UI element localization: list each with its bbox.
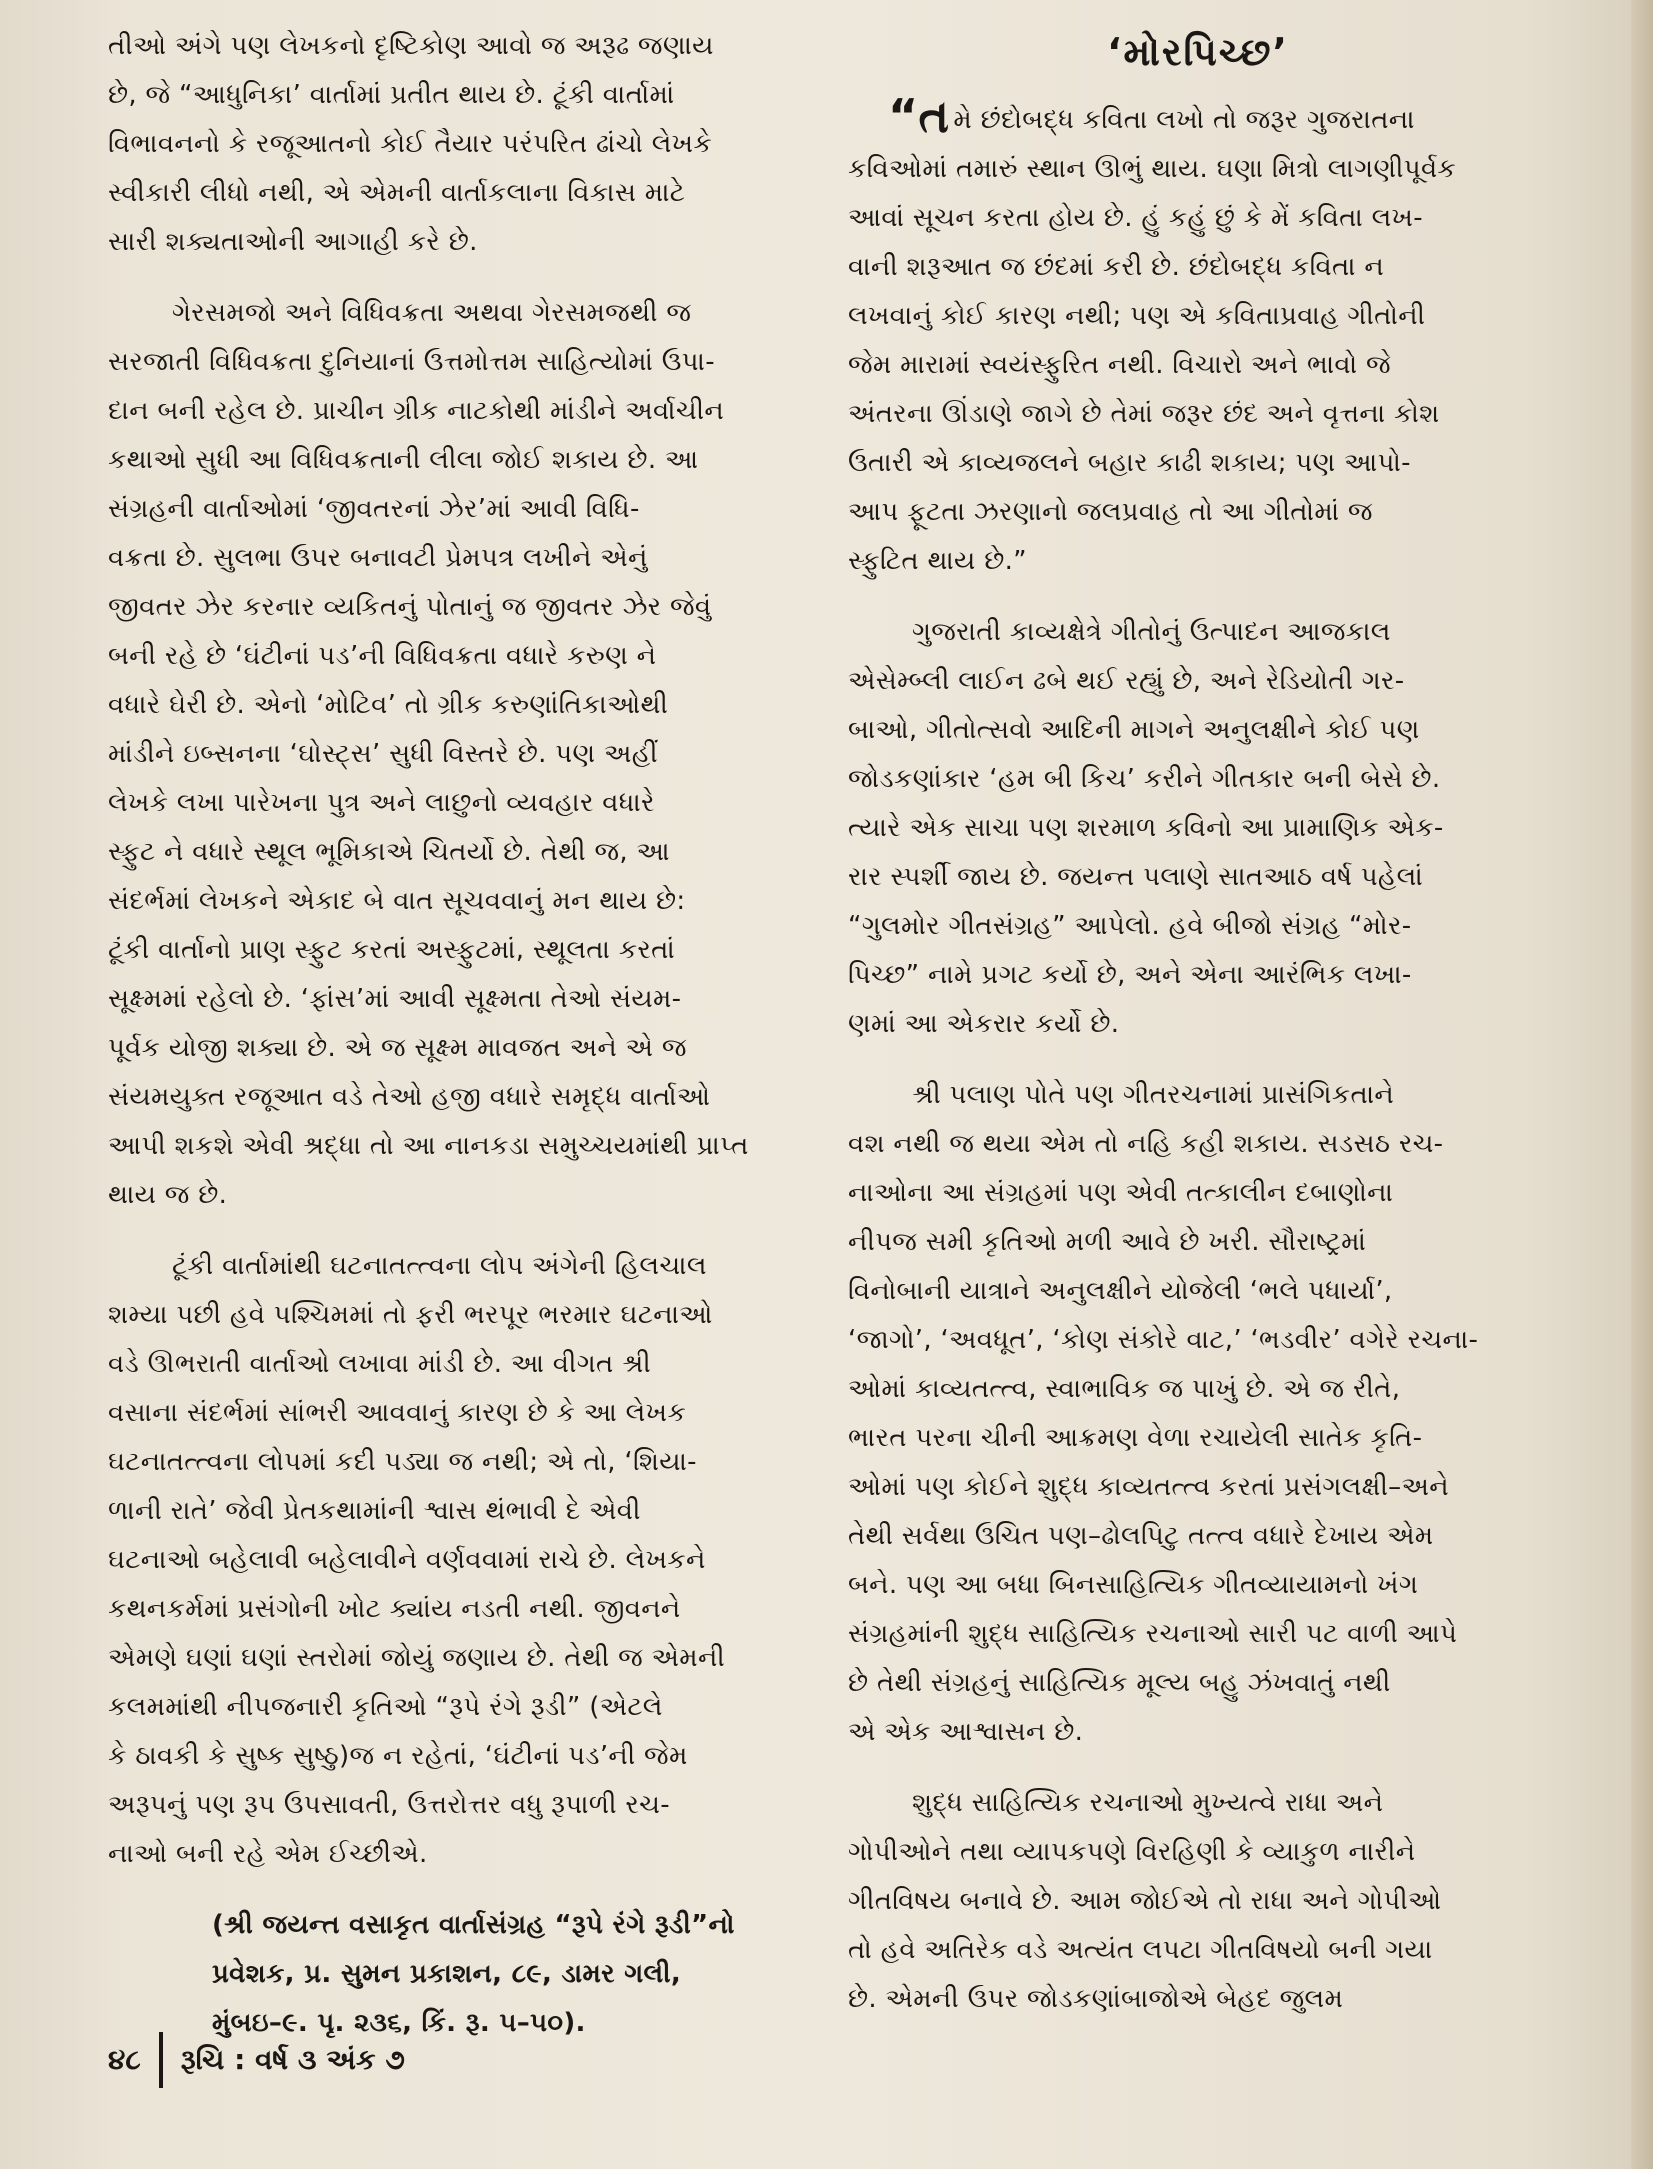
paragraph: [108, 289, 806, 1220]
text-line: ત્યારે એક સાચા પણ શરમાળ કવિનો આ પ્રામાણિક એક-: [848, 813, 1444, 843]
text-line: નાઓ બની રહે એમ ઈચ્છીએ.: [108, 1839, 428, 1869]
paragraph-gap: [108, 1879, 806, 1901]
journal-issue: રૂચિ : વર્ષ ૩ અંક ૭: [180, 2043, 405, 2076]
text-line: જોડકણાંકાર ‘હમ બી કિચ’ કરીને ગીતકાર બની બેસે છે.: [848, 764, 1441, 794]
text-line: કથનકર્મમાં પ્રસંગોની ખોટ ક્યાંય નડતી નથી. જીવનને: [108, 1594, 681, 1624]
text-line: ગોપીઓને તથા વ્યાપકપણે વિરહિણી કે વ્યાકુળ નારીને: [848, 1837, 1416, 1867]
text-line: જીવતર ઝેર કરનાર વ્યકિતનું પોતાનું જ જીવતર ઝેર જેવું: [108, 592, 712, 622]
text-line: તો હવે અતિરેક વડે અત્યંત લપટા ગીતવિષયો બની ગયા: [848, 1935, 1433, 1965]
paragraph-gap: [108, 267, 806, 289]
text-line: સંદર્ભમાં લેખકને એકાદ બે વાત સૂચવવાનું મન થાય છે:: [108, 886, 686, 916]
text-line: વડે ઊભરાતી વાર્તાઓ લખાવા માંડી છે. આ વીગત શ્રી: [108, 1349, 652, 1379]
text-line: આપ ફૂટતા ઝરણાનો જલપ્રવાહ તો આ ગીતોમાં જ: [848, 497, 1373, 527]
text-line: એસેમ્બ્લી લાઈન ઢબે થઈ રહ્યું છે, અને રેડિયોતી ગર-: [848, 666, 1405, 696]
text-line: વધારે ઘેરી છે. એનો ‘મોટિવ’ તો ગ્રીક કરુણાંતિકાઓથી: [108, 690, 669, 720]
text-line: પ્રવેશક, પ્ર. સુમન પ્રકાશન, ૮૯, ડામર ગલી,: [212, 1959, 682, 1989]
text-line: કવિઓમાં તમારું સ્થાન ઊભું થાય. ઘણા મિત્રો લાગણીપૂર્વક: [848, 154, 1457, 184]
text-line: ગેરસમજો અને વિધિવક્રતા અથવા ગેરસમજથી જ: [172, 298, 692, 328]
text-line: શુદ્ધ સાહિત્યિક રચનાઓ મુખ્યત્વે રાધા અને: [912, 1788, 1384, 1818]
drop-cap: “ત: [888, 96, 950, 143]
text-line: ટૂંકી વાર્તામાંથી ઘટનાતત્ત્વના લોપ અંગેની હિલચાલ: [172, 1251, 707, 1281]
text-line: સ્વીકારી લીધો નથી, એ એમની વાર્તાકલાના વિકાસ માટે: [108, 178, 686, 208]
text-line: વિભાવનનો કે રજૂઆતનો કોઈ તૈયાર પરંપરિત ઢાંચો લેખકે: [108, 129, 713, 159]
right-column-body: [848, 96, 1548, 2046]
text-line: અરૂપનું પણ રૂપ ઉપસાવતી, ઉત્તરોત્તર વધુ રૂપાળી રચ-: [108, 1790, 670, 1820]
text-line: એ એક આશ્વાસન છે.: [848, 1717, 1084, 1747]
text-line: સરજાતી વિધિવક્રતા દુનિયાનાં ઉત્તમોત્તમ સાહિત્યોમાં ઉપા-: [108, 347, 715, 377]
text-line: ઓમાં પણ કોઈને શુદ્ધ કાવ્યતત્ત્વ કરતાં પ્રસંગલક્ષી–અને: [848, 1472, 1449, 1502]
paragraph-gap: [848, 2024, 1548, 2046]
text-line: છે. એમની ઉપર જોડકણાંબાજોએ બેહદ જુલમ: [848, 1984, 1344, 2014]
text-line: લેખકે લખા પારેખના પુત્ર અને લાછુનો વ્યવહાર વધારે: [108, 788, 655, 818]
text-line: છે, જે “આધુનિકા’ વાર્તામાં પ્રતીત થાય છે. ટૂંકી વાર્તામાં: [108, 80, 675, 110]
page-edge: [1631, 0, 1653, 2169]
citation: [108, 1901, 806, 2048]
text-line: ‘જાગો’, ‘અવધૂત’, ‘કોણ સંકોરે વાટ,’ ‘ભડવીર’ વગેરે રચના-: [848, 1325, 1479, 1355]
text-line: નાઓના આ સંગ્રહમાં પણ એવી તત્કાલીન દબાણોના: [848, 1178, 1394, 1208]
text-line: લખવાનું કોઈ કારણ નથી; પણ એ કવિતાપ્રવાહ ગીતોની: [848, 301, 1426, 331]
text-line: બાઓ, ગીતોત્સવો આદિની માગને અનુલક્ષીને કોઈ પણ: [848, 715, 1420, 745]
text-line: બની રહે છે ‘ઘંટીનાં પડ’ની વિધિવક્રતા વધારે કરુણ ને: [108, 641, 657, 671]
text-line: વિનોબાની યાત્રાને અનુલક્ષીને યોજેલી ‘ભલે પધાર્યા’,: [848, 1276, 1393, 1306]
text-line: નીપજ સમી કૃતિઓ મળી આવે છે ખરી. સૌરાષ્ટ્રમાં: [848, 1227, 1367, 1257]
text-line: ળાની રાતે’ જેવી પ્રેતકથામાંની શ્વાસ થંભાવી દે એવી: [108, 1496, 641, 1526]
text-line: જેમ મારામાં સ્વયંસ્ફુરિત નથી. વિચારો અને ભાવો જે: [848, 350, 1391, 380]
text-line: વાની શરૂઆત જ છંદમાં કરી છે. છંદોબદ્ધ કવિતા ન: [848, 252, 1385, 282]
right-column: [848, 22, 1548, 2046]
paragraph: [848, 1071, 1548, 1757]
left-column: [108, 22, 806, 2048]
text-line: કે ઠાવકી કે સુષ્ક સુષ્ઠુ)જ ન રહેતાં, ‘ઘંટીનાં પડ’ની જેમ: [108, 1741, 688, 1771]
text-line: શ્રી પલાણ પોતે પણ ગીતરચનામાં પ્રાસંગિકતાને: [912, 1080, 1395, 1110]
paragraph-gap: [108, 1220, 806, 1242]
text-line: વશ નથી જ થયા એમ તો નહિ કહી શકાય. સડસઠ રચ-: [848, 1129, 1444, 1159]
text-line: કલમમાંથી નીપજનારી કૃતિઓ “રૂપે રંગે રૂડી” (એટલે: [108, 1692, 663, 1722]
text-line: પૂર્વક યોજી શક્યા છે. એ જ સૂક્ષ્મ માવજત અને એ જ: [108, 1033, 687, 1063]
paragraph: [848, 608, 1548, 1049]
text-line: દાન બની રહેલ છે. પ્રાચીન ગ્રીક નાટકોથી માંડીને અર્વાચીન: [108, 396, 725, 426]
footer-divider: [159, 2032, 163, 2088]
text-line: સૂક્ષ્મમાં રહેલો છે. ‘ફાંસ’માં આવી સૂક્ષ્મતા તેઓ સંયમ-: [108, 984, 682, 1014]
text-line: રાર સ્પર્શી જાય છે. જયન્ત પલાણે સાતઆઠ વર્ષ પહેલાં: [848, 862, 1424, 892]
text-line: ઘટનાતત્ત્વના લોપમાં કદી પડ્યા જ નથી; એ તો, ‘શિયા-: [108, 1447, 697, 1477]
text-line: શમ્યા પછી હવે પશ્ચિમમાં તો ફરી ભરપૂર ભરમાર ઘટનાઓ: [108, 1300, 713, 1330]
text-line: મુંબઇ–૯. પૃ. ૨૩૬, કિં. રૂ. ૫–૫૦).: [212, 2008, 586, 2038]
text-line: છે તેથી સંગ્રહનું સાહિત્યિક મૂલ્ય બહુ ઝંખવાતું નથી: [848, 1668, 1391, 1698]
text-line: ઘટનાઓ બહેલાવી બહેલાવીને વર્ણવવામાં રાચે છે. લેખકને: [108, 1545, 706, 1575]
paragraph: [848, 1779, 1548, 2024]
page-footer: [108, 2030, 405, 2090]
page-number: ૪૮: [108, 2043, 141, 2076]
text-line: માંડીને ઇબ્સનના ‘ઘોસ્ટ્સ’ સુધી વિસ્તરે છે. પણ અહીં: [108, 739, 658, 769]
text-line: તીઓ અંગે પણ લેખકનો દૃષ્ટિકોણ આવો જ અરૂઢ જણાય: [108, 31, 714, 61]
text-line: અંતરના ઊંડાણે જાગે છે તેમાં જરૂર છંદ અને વૃત્તના કોશ: [848, 399, 1440, 429]
paragraph: [848, 96, 1548, 586]
opening-line-text: મે છંદોબદ્ધ કવિતા લખો તો જરૂર ગુજરાતના: [953, 105, 1415, 135]
text-line: ટૂંકી વાર્તાનો પ્રાણ સ્ફુટ કરતાં અસ્ફુટમાં, સ્થૂલતા કરતાં: [108, 935, 676, 965]
paragraph-gap: [848, 1757, 1548, 1779]
text-line: સંયમયુક્ત રજૂઆત વડે તેઓ હજી વધારે સમૃદ્ધ વાર્તાઓ: [108, 1082, 711, 1112]
text-line: સંગ્રહની વાર્તાઓમાં ‘જીવતરનાં ઝેર’માં આવી વિધિ-: [108, 494, 640, 524]
paragraph: [108, 22, 806, 267]
text-line: પિચ્છ” નામે પ્રગટ કર્યો છે, અને એના આરંભિક લખા-: [848, 960, 1412, 990]
text-line: બને. પણ આ બધા બિનસાહિત્યિક ગીતવ્યાયામનો ખંગ: [848, 1570, 1419, 1600]
text-line: ભારત પરના ચીની આક્રમણ વેળા રચાયેલી સાતેક કૃતિ-: [848, 1423, 1423, 1453]
text-line: સારી શક્યતાઓની આગાહી કરે છે.: [108, 227, 478, 257]
text-line: વસાના સંદર્ભમાં સાંભરી આવવાનું કારણ છે કે આ લેખક: [108, 1398, 686, 1428]
text-line: એમણે ઘણાં ઘણાં સ્તરોમાં જોયું જણાય છે. તેથી જ એમની: [108, 1643, 726, 1673]
text-line: કથાઓ સુધી આ વિધિવક્રતાની લીલા જોઈ શકાય છે. આ: [108, 445, 699, 475]
text-line: ઉતારી એ કાવ્યજલને બહાર કાઢી શકાય; પણ આપો-: [848, 448, 1411, 478]
paragraph-gap: [848, 1049, 1548, 1071]
text-line: “ગુલમોર ગીતસંગ્રહ” આપેલો. હવે બીજો સંગ્રહ “મોર-: [848, 911, 1412, 941]
text-line: સ્ફુટિત થાય છે.”: [848, 546, 1027, 576]
text-line: થાય જ છે.: [108, 1180, 228, 1210]
text-line: સ્ફુટ ને વધારે સ્થૂલ ભૂમિકાએ ચિતર્યો છે. તેથી જ, આ: [108, 837, 670, 867]
text-line: સંગ્રહમાંની શુદ્ધ સાહિત્યિક રચનાઓ સારી પટ વાળી આપે: [848, 1619, 1458, 1649]
text-line: આવાં સૂચન કરતા હોય છે. હું કહું છું કે મેં કવિતા લખ-: [848, 203, 1423, 233]
text-line: (શ્રી જયન્ત વસાકૃત વાર્તાસંગ્રહ “રૂપે રંગે રૂડી”નો: [212, 1910, 735, 1940]
paragraph-gap: [848, 586, 1548, 608]
text-line: આપી શકશે એવી શ્રદ્ધા તો આ નાનકડા સમુચ્ચયમાંથી પ્રાપ્ત: [108, 1131, 749, 1161]
text-line: વક્રતા છે. સુલભા ઉપર બનાવટી પ્રેમપત્ર લખીને એનું: [108, 543, 648, 573]
opening-line: [848, 96, 1548, 145]
text-line: ણમાં આ એકરાર કર્યો છે.: [848, 1009, 1120, 1039]
text-line: તેથી સર્વથા ઉચિત પણ–ઢોલપિટુ તત્ત્વ વધારે દેખાય એમ: [848, 1521, 1434, 1551]
text-line: ગીતવિષય બનાવે છે. આમ જોઈએ તો રાધા અને ગોપીઓ: [848, 1886, 1442, 1916]
text-line: ગુજરાતી કાવ્યક્ષેત્રે ગીતોનું ઉત્પાદન આજકાલ: [912, 617, 1391, 647]
text-line: ઓમાં કાવ્યતત્ત્વ, સ્વાભાવિક જ પાખું છે. એ જ રીતે,: [848, 1374, 1401, 1404]
paragraph: [108, 1242, 806, 1879]
article-title: ‘મોરપિચ્છ’: [1107, 30, 1289, 74]
